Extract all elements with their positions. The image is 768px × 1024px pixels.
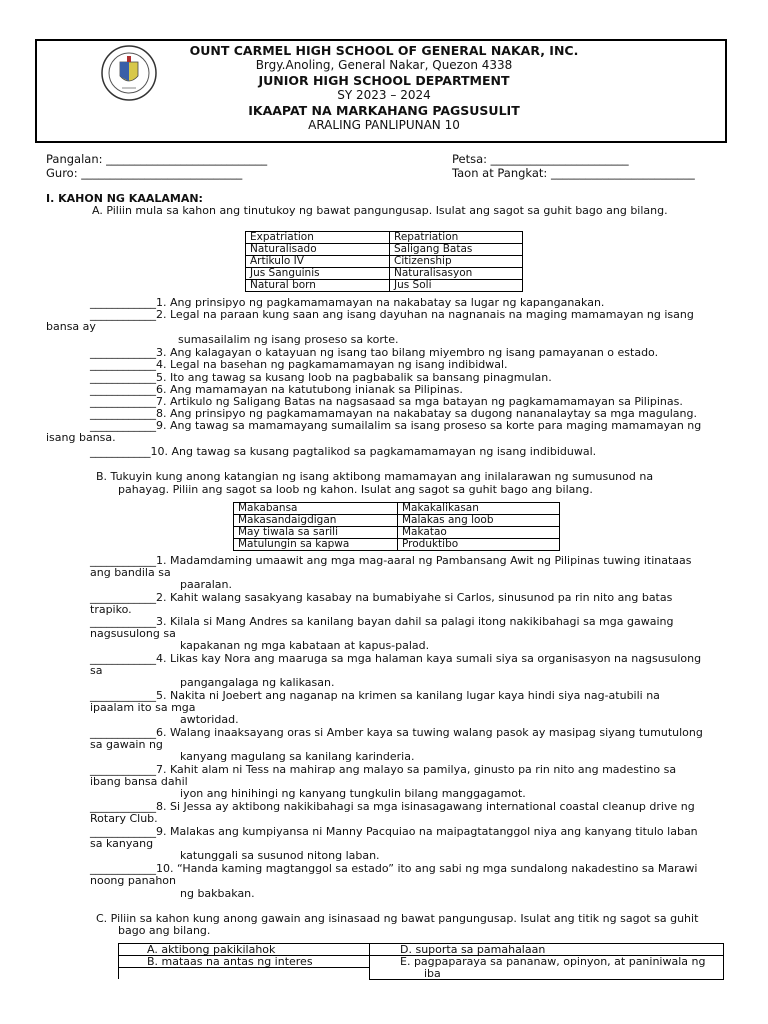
b-item-4-cont2: pangangalaga ng kalikasan. [180, 676, 335, 689]
b-item-9-cont: sa kanyang [90, 837, 154, 850]
choice-cell: Naturalisasyon [390, 268, 523, 280]
b-item-4: ____________4. Likas kay Nora ang maaruga sa mga halaman kaya sumali siya sa organisasyon na nagsusulong [90, 652, 702, 665]
school-address: Brgy.Anoling, General Nakar, Quezon 4338 [255, 58, 513, 72]
choice-cell: Artikulo IV [246, 256, 390, 268]
b-item-1-cont2: paaralan. [180, 578, 232, 591]
a-item-2-cont: bansa ay [46, 320, 96, 333]
b-item-10-cont2: ng bakbakan. [180, 887, 255, 900]
part-a-instruction: A. Piliin mula sa kahon ang tinutukoy ng bawat pangungusap. Isulat ang sagot sa guhit bago ang bilang. [92, 204, 668, 217]
a-item-9: ____________9. Ang tawag sa mamamayang sumailalim sa isang proseso sa korte para maging mamamayan ng [90, 419, 702, 432]
department-title: JUNIOR HIGH SCHOOL DEPARTMENT [258, 73, 510, 88]
choice-cell: Saligang Batas [390, 244, 523, 256]
part-b-instruction-2: pahayag. Piliin ang sagot sa loob ng kahon. Isulat ang sagot sa guhit bago ang bilang. [118, 483, 593, 496]
a-item-2-cont2: sumasailalim ng isang proseso sa korte. [178, 333, 399, 346]
b-item-6-cont2: kanyang magulang sa kanilang karinderia. [180, 750, 415, 763]
choice-cell: Makatao [398, 527, 560, 539]
school-year: SY 2023 – 2024 [337, 88, 431, 102]
subject-title: ARALING PANLIPUNAN 10 [308, 118, 460, 132]
part-c-choice-box [118, 943, 724, 980]
a-item-4: ____________4. Legal na basehan ng pagkamamamayan ng isang indibidwal. [90, 358, 508, 371]
school-name: OUNT CARMEL HIGH SCHOOL OF GENERAL NAKAR, INC. [189, 43, 579, 58]
b-item-5: ____________5. Nakita ni Joebert ang naganap na krimen sa kanilang lugar kaya hindi siya nag-atubili na [90, 689, 660, 702]
b-item-8: ____________8. Si Jessa ay aktibong nakikibahagi sa mga isinasagawang international coastal cleanup drive ng [90, 800, 695, 813]
choice-cell: Makasandaigdigan [234, 515, 398, 527]
part-c-instruction-1: C. Piliin sa kahon kung anong gawain ang isinasaad ng bawat pangungusap. Isulat ang titik ng sagot sa guhit [96, 912, 699, 925]
choice-cell: Repatriation [390, 232, 523, 244]
date-field[interactable]: Petsa: ________________________ [452, 152, 629, 166]
b-item-9: ____________9. Malakas ang kumpiyansa ni Manny Pacquiao na maipagtatanggol niya ang kanyang titulo laban [90, 825, 698, 838]
b-item-2-cont: trapiko. [90, 603, 132, 616]
part-a-choice-box [245, 231, 523, 292]
choice-cell: Expatriation [246, 232, 390, 244]
a-item-7: ____________7. Artikulo ng Saligang Batas na nagsasaad sa mga batayan ng pagkamamamayan sa Pilipinas. [90, 395, 683, 408]
choice-cell: Malakas ang loob [398, 515, 560, 527]
b-item-6: ____________6. Walang inaaksayang oras si Amber kaya sa tuwing walang pasok ay masipag siyang tumutulong [90, 726, 703, 739]
a-item-9-cont: isang bansa. [46, 431, 116, 444]
choice-cell: Matulungin sa kapwa [234, 539, 398, 551]
b-item-4-cont: sa [90, 664, 103, 677]
part-b-choice-box [233, 502, 560, 551]
b-item-5-cont: ipaalam ito sa mga [90, 701, 196, 714]
choice-cell: Produktibo [398, 539, 560, 551]
a-item-2: ____________2. Legal na paraan kung saan ang isang dayuhan na nagnanais na maging mamamayan ng isang [90, 308, 694, 321]
choice-cell: Naturalisado [246, 244, 390, 256]
a-item-1: ____________1. Ang prinsipyo ng pagkamamamayan na nakabatay sa lugar ng kapanganakan. [90, 296, 605, 309]
a-item-10: ___________10. Ang tawag sa kusang pagtalikod sa pagkamamamayan ng isang indibiduwal. [90, 445, 597, 458]
part-b-instruction-1: B. Tukuyin kung anong katangian ng isang aktibong mamamayan ang inilalarawan ng sumusunod na [96, 470, 654, 483]
name-field[interactable]: Pangalan: ____________________________ [46, 152, 268, 166]
b-item-7-cont: ibang bansa dahil [90, 775, 188, 788]
choice-cell: A. aktibong pakikilahok [119, 944, 370, 956]
b-item-8-cont: Rotary Club. [90, 812, 158, 825]
b-item-3: ____________3. Kilala si Mang Andres sa kanilang bayan dahil sa palagi itong nakikibahagi sa mga gawaing [90, 615, 674, 628]
choice-cell: Jus Sanguinis [246, 268, 390, 280]
a-item-6: ____________6. Ang mamamayan na katutubong inianak sa Pilipinas. [90, 383, 463, 396]
choice-cell: Natural born [246, 280, 390, 292]
section-field[interactable]: Taon at Pangkat: _________________________ [452, 166, 695, 180]
choice-cell: Makakalikasan [398, 503, 560, 515]
choice-cell: Citizenship [390, 256, 523, 268]
b-item-1: ____________1. Madamdaming umaawit ang mga mag-aaral ng Pambansang Awit ng Pilipinas tuwing itinataas [90, 554, 692, 567]
choice-cell: D. suporta sa pamahalaan [370, 944, 724, 956]
teacher-field[interactable]: Guro: ____________________________ [46, 166, 243, 180]
b-item-10-cont: noong panahon [90, 874, 176, 887]
choice-cell: iba [370, 968, 724, 980]
b-item-2: ____________2. Kahit walang sasakyang kasabay na bumabiyahe si Carlos, sinusunod pa rin nito ang batas [90, 591, 673, 604]
part-c-instruction-2: bago ang bilang. [118, 924, 211, 937]
b-item-3-cont2: kapakanan ng mga kabataan at kapus-palad. [180, 639, 430, 652]
b-item-7-cont2: iyon ang hinihingi ng kanyang tungkulin bilang manggagamot. [180, 787, 526, 800]
choice-cell: E. pagpaparaya sa pananaw, opinyon, at paniniwala ng [370, 956, 724, 968]
choice-cell: Jus Soli [390, 280, 523, 292]
b-item-1-cont: ang bandila sa [90, 566, 171, 579]
choice-cell: B. mataas na antas ng interes [119, 956, 370, 968]
a-item-5: ____________5. Ito ang tawag sa kusang loob na pagbabalik sa bansang pinagmulan. [90, 371, 552, 384]
part-i-title: I. KAHON NG KAALAMAN: [46, 192, 203, 205]
choice-cell [119, 968, 370, 980]
b-item-3-cont: nagsusulong sa [90, 627, 176, 640]
b-item-5-cont2: awtoridad. [180, 713, 239, 726]
b-item-10: ____________10. “Handa kaming magtanggol sa estado” ito ang sabi ng mga sundalong nakadestino sa Marawi [90, 862, 698, 875]
a-item-3: ____________3. Ang kalagayan o katayuan ng isang tao bilang miyembro ng isang pamayanan o estado. [90, 346, 659, 359]
b-item-7: ____________7. Kahit alam ni Tess na mahirap ang malayo sa pamilya, ginusto pa rin nito ang madestino sa [90, 763, 677, 776]
b-item-6-cont: sa gawain ng [90, 738, 163, 751]
exam-title: IKAAPAT NA MARKAHANG PAGSUSULIT [248, 103, 520, 118]
choice-cell: Makabansa [234, 503, 398, 515]
choice-cell: May tiwala sa sarili [234, 527, 398, 539]
b-item-9-cont2: katunggali sa susunod nitong laban. [180, 849, 380, 862]
a-item-8: ____________8. Ang prinsipyo ng pagkamamamayan na nakabatay sa dugong nananalaytay sa mga magulang. [90, 407, 697, 420]
